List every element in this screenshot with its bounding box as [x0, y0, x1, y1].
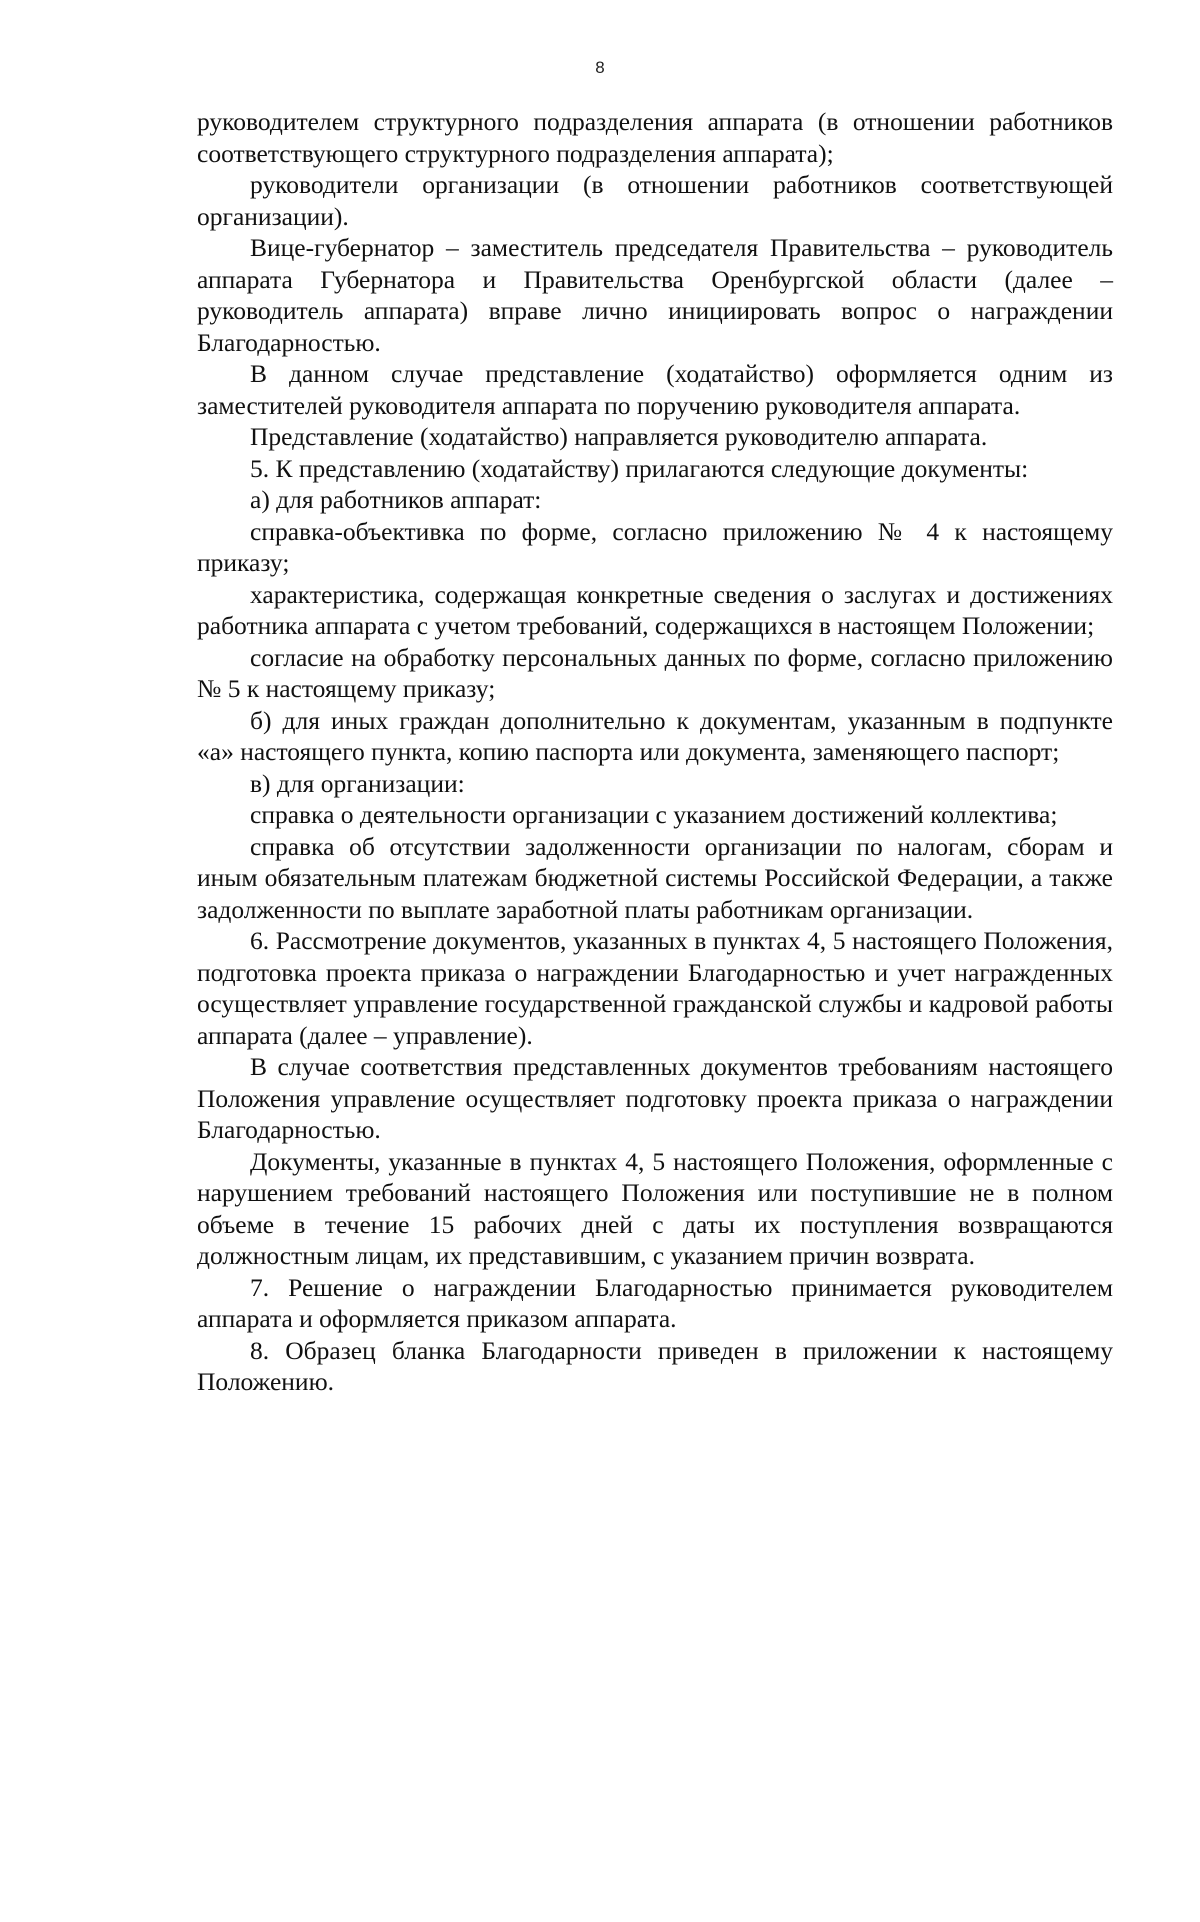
- paragraph: 8. Образец бланка Благодарности приведен в приложении к настоящему Положению.: [197, 1335, 1113, 1396]
- document-body: [197, 106, 1113, 1398]
- paragraph: 7. Решение о награждении Благодарностью принимается руководителем аппарата и оформляется приказом аппарата.: [197, 1272, 1113, 1333]
- paragraph: справка о деятельности организации с указанием достижений коллектива;: [250, 800, 1058, 829]
- paragraph: в) для организации:: [250, 768, 465, 798]
- paragraph: 6. Рассмотрение документов, указанных в пунктах 4, 5 настоящего Положения, подготовка проекта приказа о награждении Благодарностью и учет награжденных осуществляет управление государственной гражданской службы и кадровой работы аппарата (далее – управление).: [197, 926, 1113, 1050]
- paragraph: руководителем структурного подразделения аппарата (в отношении работников соответствующего структурного подразделения аппарата);: [197, 107, 1113, 168]
- paragraph: характеристика, содержащая конкретные сведения о заслугах и достижениях работника аппарата с учетом требований, содержащихся в настоящем Положении;: [197, 579, 1113, 640]
- paragraph: б) для иных граждан дополнительно к документам, указанным в подпункте «а» настоящего пункта, копию паспорта или документа, заменяющего паспорт;: [197, 705, 1113, 766]
- paragraph: а) для работников аппарат:: [250, 485, 542, 514]
- paragraph: Документы, указанные в пунктах 4, 5 настоящего Положения, оформленные с нарушением требований настоящего Положения или поступившие не в полном объеме в течение 15 рабочих дней с даты их поступления возвращаются должностным лицам, их представившим, с указанием причин возврата.: [197, 1146, 1113, 1270]
- paragraph: справка об отсутствии задолженности организации по налогам, сборам и иным обязательным платежам бюджетной системы Российской Федерации, а также задолженности по выплате заработной платы работникам организации.: [197, 831, 1113, 924]
- paragraph: В данном случае представление (ходатайство) оформляется одним из заместителей руководителя аппарата по поручению руководителя аппарата.: [197, 359, 1113, 420]
- paragraph: Вице-губернатор – заместитель председателя Правительства – руководитель аппарата Губернатора и Правительства Оренбургской области (далее – руководитель аппарата) вправе лично инициировать вопрос о награждении Благодарностью.: [197, 233, 1113, 357]
- paragraph: справка-объективка по форме, согласно приложению № 4 к настоящему приказу;: [197, 516, 1113, 577]
- paragraph: 5. К представлению (ходатайству) прилагаются следующие документы:: [250, 453, 1029, 483]
- paragraph: В случае соответствия представленных документов требованиям настоящего Положения управление осуществляет подготовку проекта приказа о награждении Благодарностью.: [197, 1052, 1113, 1144]
- paragraph: руководители организации (в отношении работников соответствующей организации).: [197, 170, 1113, 231]
- paragraph: согласие на обработку персональных данных по форме, согласно приложению № 5 к настоящему приказу;: [197, 642, 1113, 703]
- page-number: 8: [595, 58, 605, 77]
- paragraph: Представление (ходатайство) направляется руководителю аппарата.: [250, 422, 988, 451]
